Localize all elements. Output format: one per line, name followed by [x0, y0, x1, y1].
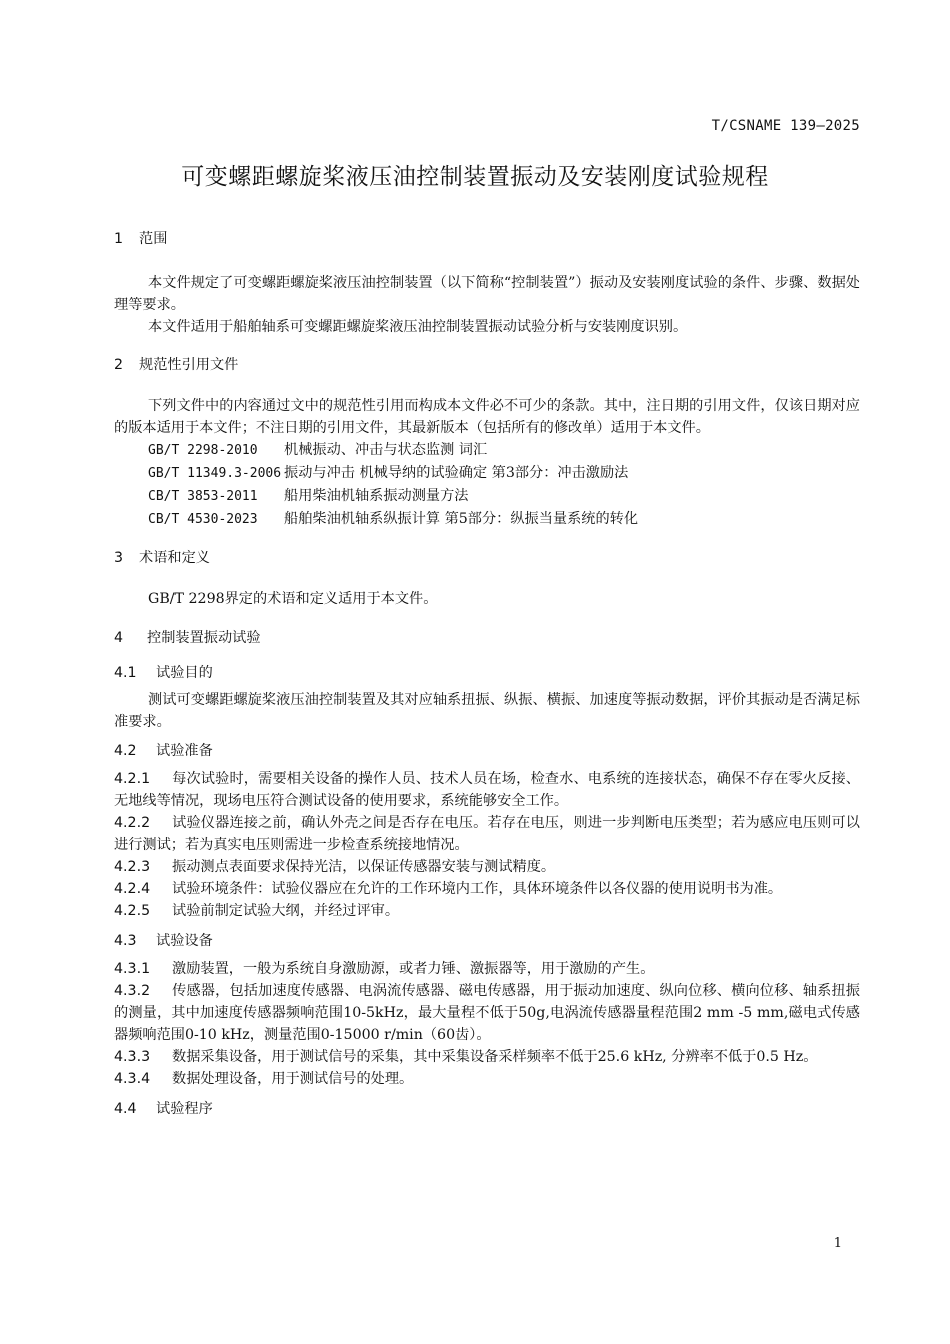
- section-number: 1: [114, 231, 124, 247]
- clause-number: 4.3.2: [114, 983, 151, 999]
- reference-item: [114, 462, 860, 485]
- subsection-4-2-heading: [114, 740, 860, 762]
- section-number: 4: [114, 630, 124, 646]
- clause-number: 4.2.3: [114, 859, 151, 875]
- paragraph: 测试可变螺距螺旋桨液压油控制装置及其对应轴系扭振、纵振、横振、加速度等振动数据，评价其振动是否满足标准要求。: [114, 692, 860, 730]
- clause-text: 振动测点表面要求保持光洁，以保证传感器安装与测试精度。: [172, 859, 556, 875]
- subsection-number: 4.2: [114, 743, 137, 759]
- section-title: 控制装置振动试验: [147, 630, 261, 646]
- subsection-title: 试验准备: [156, 743, 213, 759]
- section-number: 2: [114, 357, 124, 373]
- clause-number: 4.3.4: [114, 1071, 151, 1087]
- clause-text: 传感器，包括加速度传感器、电涡流传感器、磁电传感器，用于振动加速度、纵向位移、横向位移、轴系扭振的测量，其中加速度传感器频响范围10-5kHz，最大量程不低于50g,电涡流传感器量程范围2 mm -5 mm,磁电式传感器频响范围0-10 kHz，测量范围0-15000 r/min（60齿）。: [114, 983, 860, 1043]
- clause-4-3-3: [114, 1046, 860, 1068]
- subsection-4-4-heading: [114, 1098, 860, 1120]
- section-3-heading: [114, 547, 860, 569]
- reference-title: 船用柴油机轴系振动测量方法: [284, 488, 469, 504]
- reference-code: GB/T 2298-2010: [148, 443, 258, 458]
- clause-text: 试验环境条件：试验仪器应在允许的工作环境内工作，具体环境条件以各仪器的使用说明书为准。: [172, 881, 783, 897]
- clause-text: 激励装置，一般为系统自身激励源，或者力锤、激振器等，用于激励的产生。: [172, 961, 655, 977]
- section-number: 3: [114, 550, 124, 566]
- paragraph: 下列文件中的内容通过文中的规范性引用而构成本文件必不可少的条款。其中，注日期的引用文件，仅该日期对应的版本适用于本文件；不注日期的引用文件，其最新版本（包括所有的修改单）适用于本文件。: [114, 398, 860, 436]
- subsection-4-1-heading: [114, 662, 860, 684]
- clause-text: 试验仪器连接之前，确认外壳之间是否存在电压。若存在电压，则进一步判断电压类型；若为感应电压则可以进行测试；若为真实电压则需进一步检查系统接地情况。: [114, 815, 860, 853]
- section-title: 规范性引用文件: [139, 357, 239, 373]
- paragraph: 本文件适用于船舶轴系可变螺距螺旋桨液压油控制装置振动试验分析与安装刚度识别。: [148, 319, 688, 335]
- clause-4-3-2: [114, 980, 860, 1046]
- section-title: 范围: [139, 231, 168, 247]
- clause-text: 数据采集设备，用于测试信号的采集，其中采集设备采样频率不低于25.6 kHz, 分辨率不低于0.5 Hz。: [172, 1049, 818, 1065]
- subsection-title: 试验设备: [156, 933, 213, 949]
- clause-number: 4.2.4: [114, 881, 151, 897]
- clause-4-2-4: [114, 878, 860, 900]
- clause-4-3-4: [114, 1068, 860, 1090]
- document-title: 可变螺距螺旋桨液压油控制装置振动及安装刚度试验规程: [181, 164, 769, 190]
- clause-text: 试验前制定试验大纲，并经过评审。: [172, 903, 400, 919]
- clause-number: 4.3.1: [114, 961, 151, 977]
- clause-text: 每次试验时，需要相关设备的操作人员、技术人员在场，检查水、电系统的连接状态，确保不存在零火反接、无地线等情况，现场电压符合测试设备的使用要求，系统能够安全工作。: [114, 771, 860, 809]
- section-2-heading: [114, 354, 860, 376]
- clause-number: 4.2.2: [114, 815, 151, 831]
- clause-number: 4.2.5: [114, 903, 151, 919]
- clause-4-2-2: [114, 812, 860, 856]
- reference-title: 振动与冲击 机械导纳的试验确定 第3部分：冲击激励法: [284, 465, 629, 481]
- clause-4-2-1: [114, 768, 860, 812]
- reference-item: [114, 439, 860, 462]
- clause-number: 4.3.3: [114, 1049, 151, 1065]
- paragraph: 本文件规定了可变螺距螺旋桨液压油控制装置（以下简称“控制装置”）振动及安装刚度试验的条件、步骤、数据处理等要求。: [114, 275, 860, 313]
- reference-item: [114, 508, 860, 531]
- section-1-heading: [114, 228, 860, 250]
- document-body: [114, 228, 860, 1120]
- section-4-heading: [114, 627, 860, 649]
- section-title: 术语和定义: [139, 550, 210, 566]
- subsection-title: 试验目的: [156, 665, 213, 681]
- reference-code: CB/T 4530-2023: [148, 512, 258, 527]
- reference-title: 船舶柴油机轴系纵振计算 第5部分：纵振当量系统的转化: [284, 511, 639, 527]
- clause-number: 4.2.1: [114, 771, 151, 787]
- clause-4-2-5: [114, 900, 860, 922]
- reference-code: GB/T 11349.3-2006: [148, 466, 282, 481]
- subsection-number: 4.4: [114, 1101, 137, 1117]
- clause-text: 数据处理设备，用于测试信号的处理。: [172, 1071, 414, 1087]
- reference-item: [114, 485, 860, 508]
- page-number: 1: [833, 1236, 842, 1251]
- reference-title: 机械振动、冲击与状态监测 词汇: [284, 442, 488, 458]
- standard-number: T/CSNAME 139—2025: [711, 118, 860, 134]
- subsection-title: 试验程序: [156, 1101, 213, 1117]
- subsection-number: 4.3: [114, 933, 137, 949]
- subsection-4-3-heading: [114, 930, 860, 952]
- paragraph: GB/T 2298界定的术语和定义适用于本文件。: [148, 591, 438, 607]
- clause-4-2-3: [114, 856, 860, 878]
- clause-4-3-1: [114, 958, 860, 980]
- subsection-number: 4.1: [114, 665, 137, 681]
- reference-code: CB/T 3853-2011: [148, 489, 258, 504]
